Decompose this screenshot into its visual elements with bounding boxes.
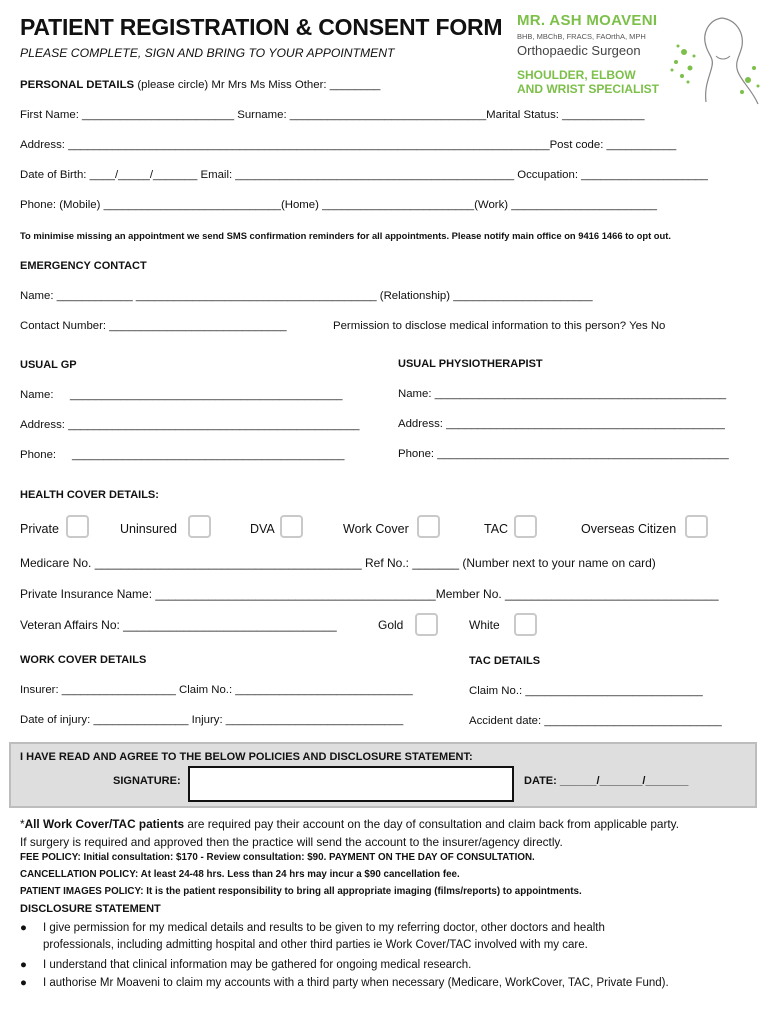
veteran-affairs-field[interactable]: Veteran Affairs No: ________________________________ [20,618,337,632]
agree-statement: I HAVE READ AND AGREE TO THE BELOW POLICIES AND DISCLOSURE STATEMENT: [20,751,473,763]
address-field[interactable]: Address: ____________________________________________________________________________Post code: ___________ [20,139,677,151]
disclosure-item-1: I give permission for my medical details and results to be given to my referring doctor, other doctors and health [43,922,605,934]
workcover-checkbox[interactable] [417,515,440,538]
physio-address-field[interactable]: Address: ____________________________________________ [398,418,725,430]
logo-credentials: BHB, MBChB, FRACS, FAOrthA, MPH [517,32,646,41]
name-fields[interactable]: First Name: ________________________ Surname: _______________________________Marital Status: _____________ [20,109,645,121]
bullet-icon: ● [20,922,27,934]
private-checkbox[interactable] [66,515,89,538]
surgery-policy: If surgery is required and approved then the practice will send the account to the insurer/agency directly. [20,835,563,849]
workcover-insurer-field[interactable]: Insurer: __________________ Claim No.: ____________________________ [20,684,413,696]
dva-checkbox[interactable] [280,515,303,538]
tac-claim-field[interactable]: Claim No.: ____________________________ [469,685,703,697]
emergency-name-field[interactable]: Name: ____________ ______________________________________ (Relationship) ______________________ [20,290,593,302]
signature-label: SIGNATURE: [113,775,181,787]
surgeon-logo-icon [664,10,764,110]
option-workcover-label: Work Cover [343,522,409,536]
disclosure-item-1-cont: professionals, including admitting hospital and other third parties ie Work Cover/TAC involved with my care. [43,939,588,951]
fee-policy: FEE POLICY: Initial consultation: $170 - Review consultation: $90. PAYMENT ON THE DAY OF CONSULTATION. [20,852,535,863]
white-checkbox[interactable] [514,613,537,636]
asterisk: * [20,817,25,831]
white-label: White [469,618,500,632]
gp-address-field[interactable]: Address: ______________________________________________ [20,419,360,431]
logo-role: Orthopaedic Surgeon [517,43,641,58]
logo-specialty-1: SHOULDER, ELBOW [517,68,636,82]
gold-checkbox[interactable] [415,613,438,636]
medicare-field[interactable]: Medicare No. ________________________________________ Ref No.: _______ (Number next to your name on card) [20,556,656,570]
overseas-checkbox[interactable] [685,515,708,538]
workcover-heading: WORK COVER DETAILS [20,654,147,666]
phone-fields[interactable]: Phone: (Mobile) ____________________________(Home) ________________________(Work) _______________________ [20,199,657,211]
option-dva-label: DVA [250,522,275,536]
form-subtitle: PLEASE COMPLETE, SIGN AND BRING TO YOUR APPOINTMENT [20,46,395,60]
sms-note: To minimise missing an appointment we send SMS confirmation reminders for all appointments. Please notify main office on 9416 1466 to opt out. [20,230,671,241]
option-overseas-label: Overseas Citizen [581,522,677,536]
signature-date-field[interactable]: DATE: ______/_______/_______ [524,775,689,787]
option-uninsured-label: Uninsured [120,522,177,536]
cancellation-policy: CANCELLATION POLICY: At least 24-48 hrs. Less than 24 hrs may incur a $90 cancellation fee. [20,869,460,880]
option-private-label: Private [20,522,59,536]
health-cover-heading: HEALTH COVER DETAILS: [20,489,159,501]
disclosure-item-3: I authorise Mr Moaveni to claim my accounts with a third party when necessary (Medicare, WorkCover, TAC, Private Fund). [43,977,669,989]
workcover-policy [20,817,679,831]
logo-name: MR. ASH MOAVENI [517,12,658,29]
gp-phone-label: Phone: [20,449,57,461]
form-title: PATIENT REGISTRATION & CONSENT FORM [20,14,503,40]
emergency-contact-field[interactable]: Contact Number: ____________________________ [20,320,287,332]
disclosure-permission[interactable]: Permission to disclose medical information to this person? Yes No [333,320,666,332]
personal-details-row [20,79,380,91]
tac-checkbox[interactable] [514,515,537,538]
gp-name-field[interactable]: ___________________________________________ [70,389,343,401]
bullet-icon: ● [20,959,27,971]
tac-accident-field[interactable]: Accident date: ____________________________ [469,715,722,727]
gp-heading: USUAL GP [20,359,77,371]
option-tac-label: TAC [484,522,509,536]
dob-email-occupation-fields[interactable]: Date of Birth: ____/_____/_______ Email: ____________________________________________ Occupation: ____________________ [20,169,708,181]
gold-label: Gold [378,618,404,632]
uninsured-checkbox[interactable] [188,515,211,538]
title-options[interactable]: (please circle) Mr Mrs Ms Miss Other: ________ [137,79,381,91]
physio-name-field[interactable]: Name: ______________________________________________ [398,388,727,400]
workcover-policy-text: are required pay their account on the day of consultation and claim back from applicable party. [184,817,679,831]
disclosure-item-2: I understand that clinical information may be gathered for ongoing medical research. [43,959,472,971]
images-policy: PATIENT IMAGES POLICY: It is the patient responsibility to bring all appropriate imaging (films/reports) to appointments. [20,886,582,897]
physio-heading: USUAL PHYSIOTHERAPIST [398,358,543,370]
gp-phone-field[interactable]: ___________________________________________ [72,449,345,461]
bullet-icon: ● [20,977,27,989]
disclosure-heading: DISCLOSURE STATEMENT [20,903,161,915]
gp-name-label: Name: [20,389,54,401]
personal-details-heading: PERSONAL DETAILS [20,79,135,91]
logo-specialty-2: AND WRIST SPECIALIST [517,82,660,96]
signature-input[interactable] [188,766,514,802]
emergency-heading: EMERGENCY CONTACT [20,260,147,272]
physio-phone-field[interactable]: Phone: ______________________________________________ [398,448,729,460]
workcover-policy-bold: All Work Cover/TAC patients [24,817,185,831]
tac-heading: TAC DETAILS [469,655,541,667]
private-insurance-field[interactable]: Private Insurance Name: __________________________________________Member No. ________________________________ [20,587,719,601]
workcover-injury-field[interactable]: Date of injury: _______________ Injury: ____________________________ [20,714,404,726]
